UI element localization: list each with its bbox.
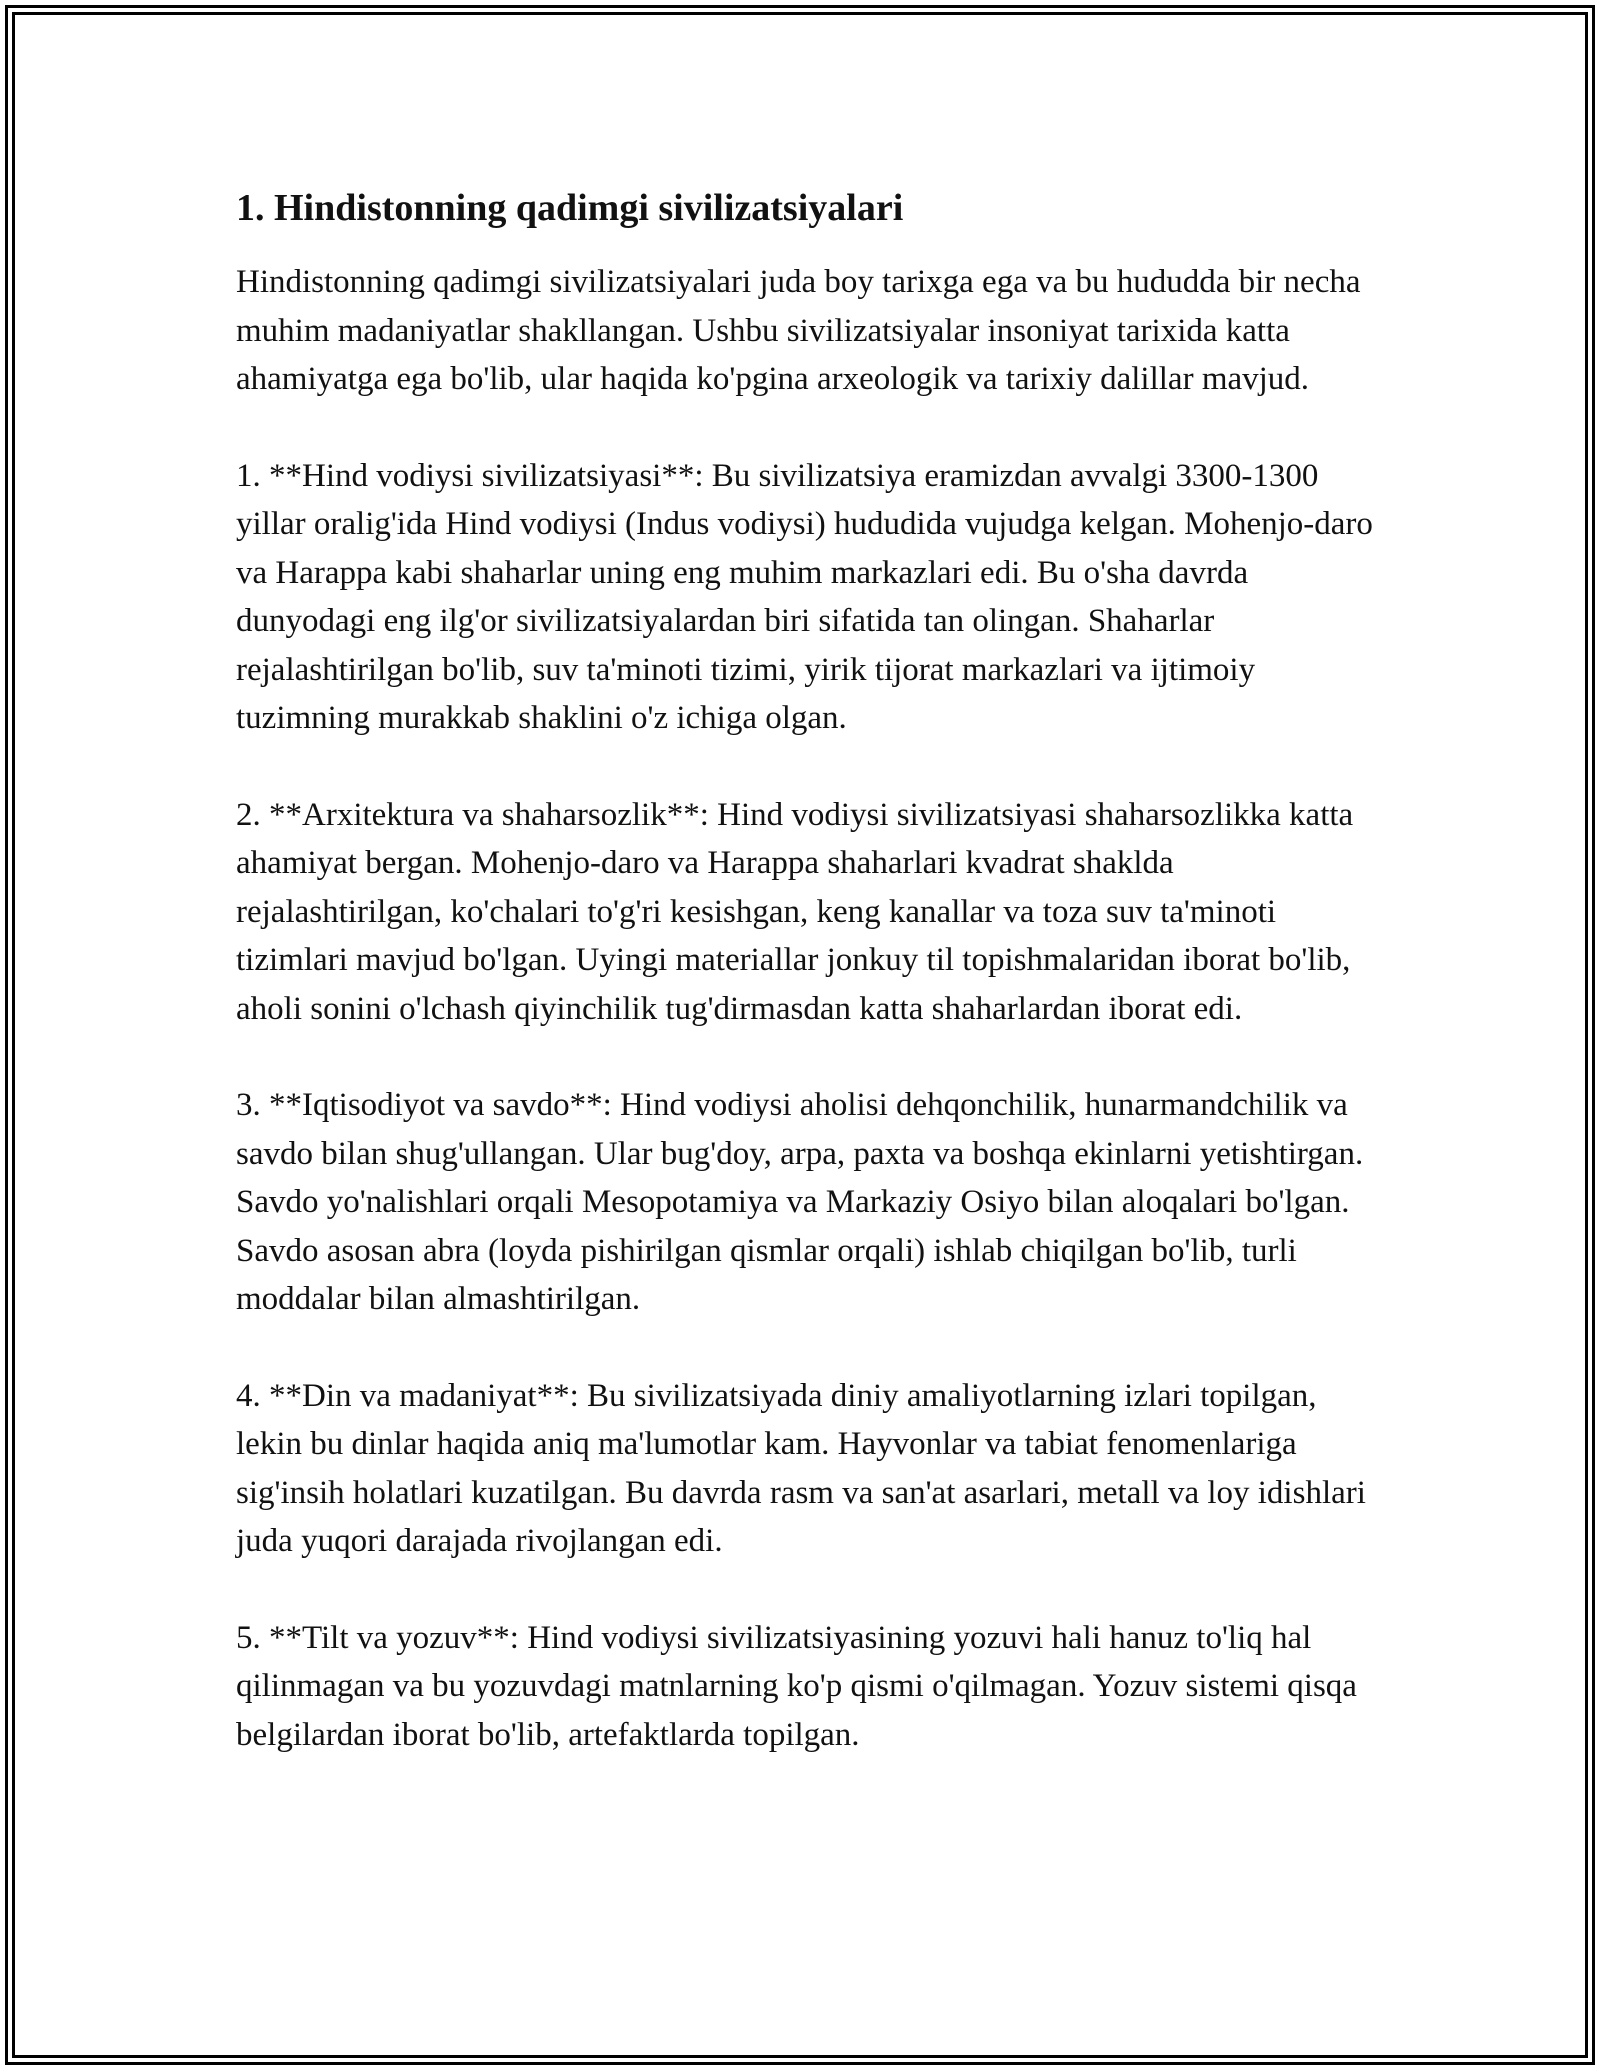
paragraph-language-script: 5. **Tilt va yozuv**: Hind vodiysi sivilizatsiyasining yozuvi hali hanuz to'liq hal qilinmagan va bu yozuvdagi matnlarning ko'p qismi o'qilmagan. Yozuv sistemi qisqa belgilardan iborat bo'lib, artefaktlarda topilgan. (236, 1619, 1357, 1753)
paragraph-indus-civilization: 1. **Hind vodiysi sivilizatsiyasi**: Bu sivilizatsiya eramizdan avvalgi 3300-1300 yillar oralig'ida Hind vodiysi (Indus vodiysi) hududida vujudga kelgan. Mohenjo-daro va Harappa kabi shaharlar uning eng muhim markazlari edi. Bu o'sha davrda dunyodagi eng ilg'or sivilizatsiyalardan biri sifatida tan olingan. Shaharlar rejalashtirilgan bo'lib, suv ta'minoti tizimi, yirik tijorat markazlari va ijtimoiy tuzimning murakkab shaklini o'z ichiga olgan. (236, 457, 1373, 736)
document-title: 1. Hindistonning qadimgi sivilizatsiyalari (236, 187, 904, 229)
paragraph-architecture: 2. **Arxitektura va shaharsozlik**: Hind vodiysi sivilizatsiyasi shaharsozlikka katta ahamiyat bergan. Mohenjo-daro va Harappa shaharlari kvadrat shaklda rejalashtirilgan, ko'chalari to'g'ri kesishgan, keng kanallar va toza suv ta'minoti tizimlari mavjud bo'lgan. Uyingi materiallar jonkuy til topishmalaridan iborat bo'lib, aholi sonini o'lchash qiyinchilik tug'dirmasdan katta shaharlardan iborat edi. (236, 796, 1354, 1027)
paragraph-religion-culture: 4. **Din va madaniyat**: Bu sivilizatsiyada diniy amaliyotlarning izlari topilgan, lekin bu dinlar haqida aniq ma'lumotlar kam. Hayvonlar va tabiat fenomenlariga sig'insih holatlari kuzatilgan. Bu davrda rasm va san'at asarlari, metall va loy idishlari juda yuqori darajada rivojlangan edi. (236, 1377, 1366, 1559)
paragraph-economy-trade: 3. **Iqtisodiyot va savdo**: Hind vodiysi aholisi dehqonchilik, hunarmandchilik va savdo bilan shug'ullangan. Ular bug'doy, arpa, paxta va boshqa ekinlarni yetishtirgan. Savdo yo'nalishlari orqali Mesopotamiya va Markaziy Osiyo bilan aloqalari bo'lgan. Savdo asosan abra (loyda pishirilgan qismlar orqali) ishlab chiqilgan bo'lib, turli moddalar bilan almashtirilgan. (236, 1087, 1364, 1317)
intro-paragraph: Hindistonning qadimgi sivilizatsiyalari juda boy tarixga ega va bu hududda bir necha muhim madaniyatlar shakllangan. Ushbu sivilizatsiyalar insoniyat tarixida katta ahamiyatga ega bo'lib, ular haqida ko'pgina arxeologik va tarixiy dalillar mavjud. (236, 264, 1361, 397)
document-body (236, 184, 1376, 1759)
